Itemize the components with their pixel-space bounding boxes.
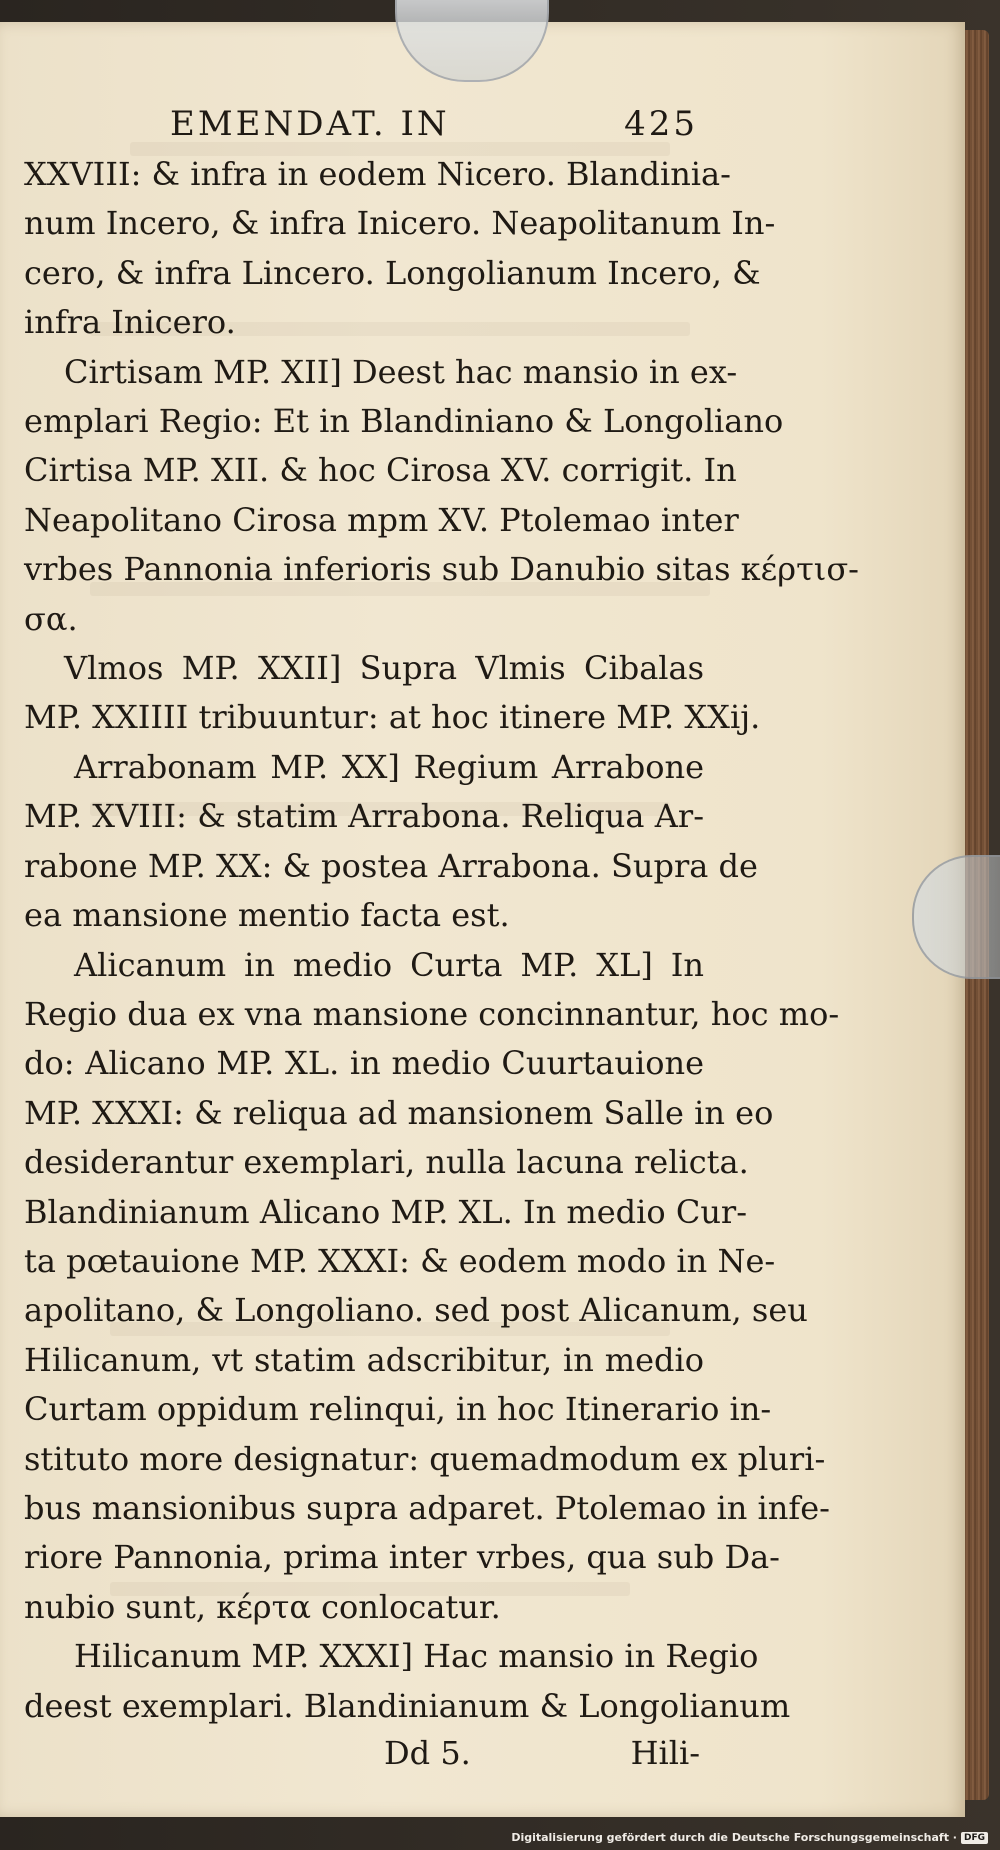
running-head bbox=[24, 104, 704, 150]
text-line: MP. XXIIII tribuuntur: at hoc itinere MP. XXij. bbox=[24, 698, 761, 737]
credit-text: Digitalisierung gefördert durch die Deutsche Forschungsgemeinschaft · bbox=[511, 1831, 957, 1844]
digitization-credit bbox=[511, 1831, 988, 1844]
text-line: MP. XVIII: & statim Arrabona. Reliqua Ar- bbox=[24, 797, 704, 836]
text-line: Hilicanum, vt statim adscribitur, in medio bbox=[24, 1340, 704, 1379]
text-line: Hilicanum MP. XXXI] Hac mansio in Regio bbox=[74, 1637, 759, 1676]
catchword: Hili- bbox=[630, 1734, 700, 1772]
book-page bbox=[0, 22, 965, 1817]
signature-mark: Dd 5. bbox=[384, 1734, 471, 1772]
text-line: ea mansione mentio facta est. bbox=[24, 896, 510, 935]
text-line: rabone MP. XX: & postea Arrabona. Supra de bbox=[24, 846, 758, 885]
text-line: Regio dua ex vna mansione concinnantur, hoc mo- bbox=[24, 994, 840, 1033]
text-line: emplari Regio: Et in Blandiniano & Longoliano bbox=[24, 402, 784, 441]
text-line: riore Pannonia, prima inter vrbes, qua sub Da- bbox=[24, 1538, 780, 1577]
text-line: vrbes Pannonia inferioris sub Danubio sitas κέρτισ- bbox=[24, 550, 859, 589]
text-line: Alicanum in medio Curta MP. XL] In bbox=[74, 945, 704, 984]
text-line: XXVIII: & infra in eodem Nicero. Blandinia- bbox=[24, 155, 731, 193]
text-line: desiderantur exemplari, nulla lacuna relicta. bbox=[24, 1143, 749, 1182]
text-line: Curtam oppidum relinqui, in hoc Itinerario in- bbox=[24, 1390, 772, 1429]
text-line: Neapolitano Cirosa mpm XV. Ptolemao inter bbox=[24, 500, 739, 539]
text-line: apolitano, & Longoliano. sed post Alicanum, seu bbox=[24, 1291, 808, 1330]
text-line: MP. XXXI: & reliqua ad mansionem Salle in eo bbox=[24, 1093, 774, 1132]
text-line: Blandinianum Alicano MP. XL. In medio Cur- bbox=[24, 1192, 748, 1231]
catchline bbox=[24, 1731, 704, 1775]
text-line: Arrabonam MP. XX] Regium Arrabone bbox=[74, 747, 704, 786]
text-line: ta pœtauione MP. XXXI: & eodem modo in Ne- bbox=[24, 1241, 776, 1280]
text-line: cero, & infra Lincero. Longolianum Incero, & bbox=[24, 253, 761, 292]
text-line: deest exemplari. Blandinianum & Longolianum bbox=[24, 1686, 791, 1725]
running-head-title: EMENDAT. IN bbox=[170, 104, 450, 144]
text-line: σα. bbox=[24, 599, 78, 638]
text-line: Vlmos MP. XXII] Supra Vlmis Cibalas bbox=[64, 649, 704, 688]
dfg-logo-icon: DFG bbox=[961, 1832, 988, 1844]
text-line: do: Alicano MP. XL. in medio Cuurtauione bbox=[24, 1044, 704, 1083]
page-number: 425 bbox=[624, 104, 698, 144]
text-line: num Incero, & infra Inicero. Neapolitanum In- bbox=[24, 204, 776, 243]
text-line: nubio sunt, κέρτα conlocatur. bbox=[24, 1587, 501, 1626]
text-line: Cirtisa MP. XII. & hoc Cirosa XV. corrigit. In bbox=[24, 451, 737, 490]
page-text bbox=[24, 104, 859, 1775]
text-line: Cirtisam MP. XII] Deest hac mansio in ex- bbox=[64, 352, 738, 391]
text-line: infra Inicero. bbox=[24, 303, 236, 342]
text-line: bus mansionibus supra adparet. Ptolemao in infe- bbox=[24, 1488, 830, 1527]
text-line: stituto more designatur: quemadmodum ex pluri- bbox=[24, 1439, 826, 1478]
